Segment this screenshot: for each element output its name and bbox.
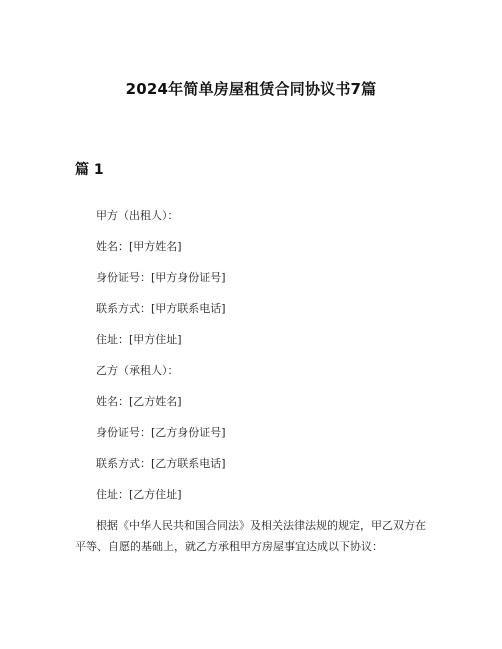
lessee-address: 住址：[乙方住址] <box>96 488 182 501</box>
lessor-label: 甲方（出租人）： <box>96 209 179 222</box>
lessee-label: 乙方（承租人）： <box>96 364 179 377</box>
document-title: 2024年简单房屋租赁合同协议书7篇 <box>125 80 377 98</box>
lessee-name: 姓名：[乙方姓名] <box>96 395 182 408</box>
lessor-address: 住址：[甲方住址] <box>96 333 182 346</box>
lessee-id-number: 身份证号：[乙方身份证号] <box>96 426 226 439</box>
lessor-contact: 联系方式：[甲方联系电话] <box>96 302 226 315</box>
intro-paragraph: 根据《中华人民共和国合同法》及相关法律法规的规定，甲乙双方在平等、自愿的基础上，就乙方承租甲方房屋事宜达成以下协议： <box>75 519 426 553</box>
lessor-name: 姓名：[甲方姓名] <box>96 240 182 253</box>
lessor-id-number: 身份证号：[甲方身份证号] <box>96 271 226 284</box>
lessee-contact: 联系方式：[乙方联系电话] <box>96 457 226 470</box>
section-heading: 篇 1 <box>75 162 104 178</box>
